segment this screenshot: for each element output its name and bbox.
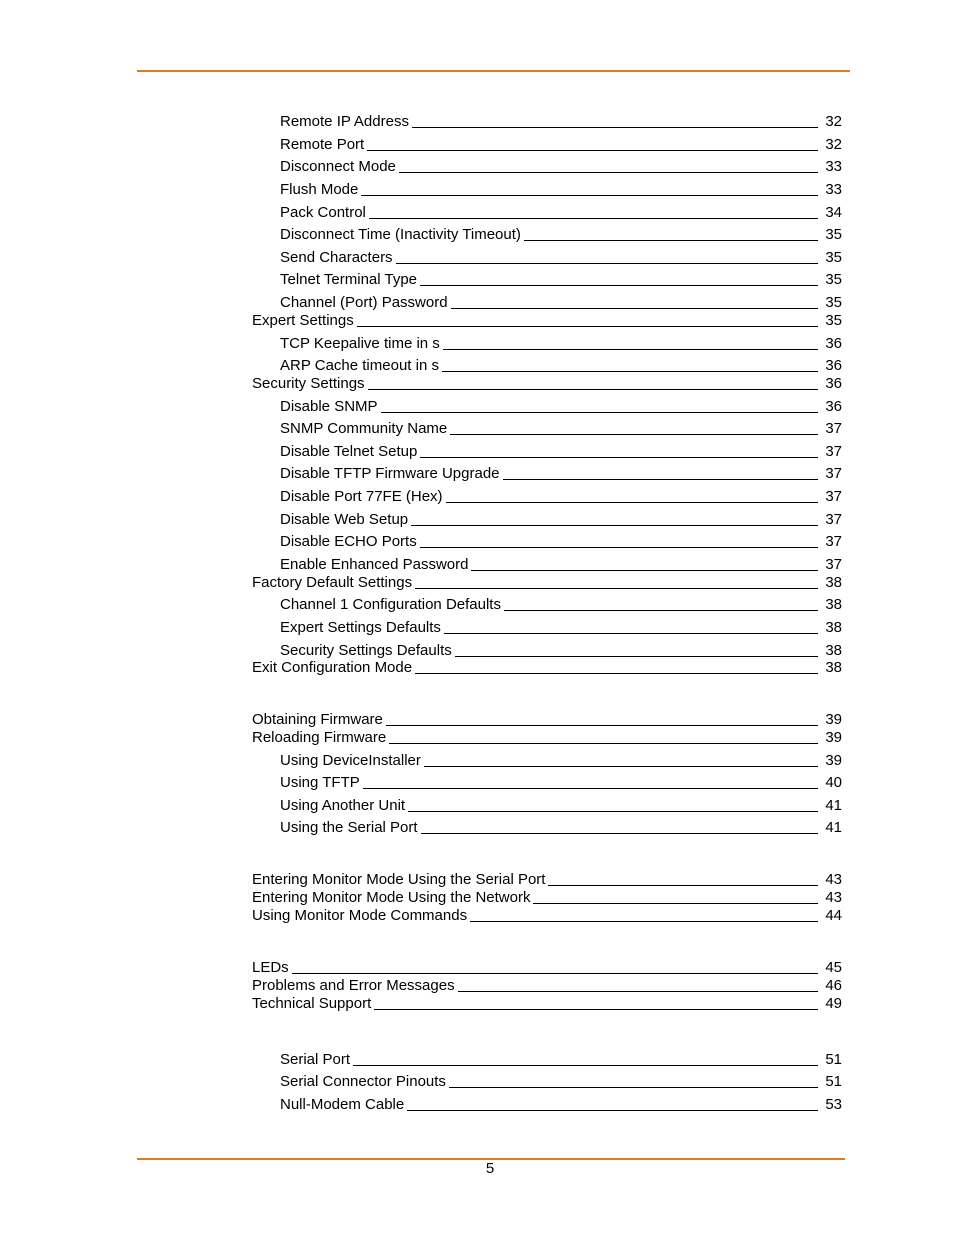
toc-leader-line bbox=[443, 349, 818, 350]
toc-entry[interactable] bbox=[280, 440, 842, 460]
toc-leader-line bbox=[389, 743, 818, 744]
toc-entry-page: 46 bbox=[825, 977, 842, 994]
toc-leader-line bbox=[420, 547, 818, 548]
toc-entry[interactable] bbox=[280, 133, 842, 153]
toc-leader-line bbox=[424, 766, 818, 767]
toc-entry-title: Disable SNMP bbox=[280, 398, 378, 415]
toc-entry-title: ARP Cache timeout in s bbox=[280, 357, 439, 374]
toc-entry-title: Factory Default Settings bbox=[252, 574, 413, 591]
toc-entry-title: Using DeviceInstaller bbox=[280, 752, 421, 769]
toc-entry[interactable] bbox=[252, 886, 842, 906]
toc-entry-title: Using Another Unit bbox=[280, 797, 406, 814]
toc-entry[interactable] bbox=[280, 593, 842, 613]
toc-entry-title: Serial Connector Pinouts bbox=[280, 1073, 446, 1090]
toc-entry-page: 51 bbox=[825, 1051, 842, 1068]
toc-leader-line bbox=[374, 1009, 818, 1010]
toc-entry-page: 38 bbox=[825, 619, 842, 636]
toc-entry-page: 38 bbox=[825, 574, 842, 591]
toc-entry-page: 36 bbox=[825, 335, 842, 352]
toc-entry-title: Disconnect Time (Inactivity Timeout) bbox=[280, 226, 521, 243]
toc-leader-line bbox=[415, 588, 818, 589]
toc-entry-page: 37 bbox=[825, 533, 842, 550]
toc-entry-title: Exit Configuration Mode bbox=[252, 659, 413, 676]
toc-entry-title: Remote Port bbox=[280, 136, 365, 153]
toc-leader-line bbox=[361, 195, 818, 196]
toc-entry-page: 41 bbox=[825, 819, 842, 836]
toc-entry-page: 38 bbox=[825, 642, 842, 659]
toc-entry-title: Flush Mode bbox=[280, 181, 359, 198]
toc-entry-title: Remote IP Address bbox=[280, 113, 409, 130]
toc-entry-page: 35 bbox=[825, 271, 842, 288]
toc-entry-page: 39 bbox=[825, 729, 842, 746]
toc-entry[interactable] bbox=[280, 462, 842, 482]
toc-entry-page: 34 bbox=[825, 204, 842, 221]
toc-entry-title: Enable Enhanced Password bbox=[280, 556, 469, 573]
toc-leader-line bbox=[396, 263, 818, 264]
toc-entry[interactable] bbox=[252, 372, 842, 392]
toc-entry-title: Problems and Error Messages bbox=[252, 977, 455, 994]
toc-entry-page: 37 bbox=[825, 465, 842, 482]
toc-entry-page: 32 bbox=[825, 113, 842, 130]
toc-entry-title: Disable Port 77FE (Hex) bbox=[280, 488, 443, 505]
toc-leader-line bbox=[412, 127, 818, 128]
toc-entry[interactable] bbox=[280, 749, 842, 769]
toc-entry-page: 38 bbox=[825, 596, 842, 613]
toc-entry-page: 37 bbox=[825, 443, 842, 460]
toc-entry[interactable] bbox=[280, 332, 842, 352]
toc-entry[interactable] bbox=[280, 354, 842, 374]
toc-entry-title: Obtaining Firmware bbox=[252, 711, 383, 728]
toc-leader-line bbox=[368, 389, 818, 390]
toc-leader-line bbox=[470, 921, 818, 922]
toc-entry-page: 39 bbox=[825, 752, 842, 769]
toc-entry-page: 45 bbox=[825, 959, 842, 976]
toc-entry[interactable] bbox=[280, 201, 842, 221]
toc-entry[interactable] bbox=[280, 291, 842, 311]
toc-entry-title: Send Characters bbox=[280, 249, 393, 266]
toc-entry-page: 43 bbox=[825, 871, 842, 888]
toc-entry[interactable] bbox=[252, 571, 842, 591]
toc-leader-line bbox=[524, 240, 818, 241]
toc-entry[interactable] bbox=[280, 155, 842, 175]
toc-entry[interactable] bbox=[280, 530, 842, 550]
toc-leader-line bbox=[444, 633, 818, 634]
toc-entry[interactable] bbox=[280, 771, 842, 791]
toc-leader-line bbox=[420, 285, 818, 286]
toc-leader-line bbox=[381, 412, 818, 413]
toc-entry[interactable] bbox=[252, 992, 842, 1012]
toc-entry[interactable] bbox=[252, 708, 842, 728]
toc-entry-title: Using Monitor Mode Commands bbox=[252, 907, 468, 924]
toc-entry-title: Pack Control bbox=[280, 204, 366, 221]
toc-leader-line bbox=[449, 1087, 818, 1088]
toc-leader-line bbox=[353, 1065, 818, 1066]
toc-entry-page: 35 bbox=[825, 226, 842, 243]
toc-entry-title: Reloading Firmware bbox=[252, 729, 387, 746]
toc-entry[interactable] bbox=[280, 1070, 842, 1090]
toc-entry-page: 40 bbox=[825, 774, 842, 791]
toc-entry-page: 37 bbox=[825, 420, 842, 437]
toc-entry-page: 36 bbox=[825, 398, 842, 415]
toc-entry-title: Technical Support bbox=[252, 995, 372, 1012]
toc-entry[interactable] bbox=[280, 395, 842, 415]
toc-entry-page: 39 bbox=[825, 711, 842, 728]
toc-entry[interactable] bbox=[252, 904, 842, 924]
toc-entry-title: Disable Telnet Setup bbox=[280, 443, 418, 460]
toc-leader-line bbox=[367, 150, 818, 151]
toc-entry-page: 35 bbox=[825, 312, 842, 329]
toc-entry[interactable] bbox=[280, 110, 842, 130]
toc-entry[interactable] bbox=[280, 1093, 842, 1113]
toc-entry-page: 35 bbox=[825, 294, 842, 311]
toc-entry-title: Channel (Port) Password bbox=[280, 294, 448, 311]
toc-leader-line bbox=[369, 218, 818, 219]
page-number: 5 bbox=[485, 1160, 495, 1177]
toc-entry-title: SNMP Community Name bbox=[280, 420, 448, 437]
toc-entry-title: Entering Monitor Mode Using the Serial Port bbox=[252, 871, 546, 888]
toc-entry-title: Entering Monitor Mode Using the Network bbox=[252, 889, 531, 906]
toc-entry-page: 49 bbox=[825, 995, 842, 1012]
toc-entry-title: Security Settings bbox=[252, 375, 365, 392]
toc-entry[interactable] bbox=[280, 794, 842, 814]
toc-entry[interactable] bbox=[252, 309, 842, 329]
toc-entry-page: 53 bbox=[825, 1096, 842, 1113]
toc-entry-page: 33 bbox=[825, 158, 842, 175]
toc-entry[interactable] bbox=[252, 726, 842, 746]
toc-entry[interactable] bbox=[280, 246, 842, 266]
toc-entry-title: Null-Modem Cable bbox=[280, 1096, 405, 1113]
toc-entry[interactable] bbox=[252, 974, 842, 994]
toc-leader-line bbox=[504, 610, 818, 611]
toc-entry-title: TCP Keepalive time in s bbox=[280, 335, 440, 352]
toc-entry-page: 37 bbox=[825, 511, 842, 528]
toc-entry[interactable] bbox=[280, 223, 842, 243]
toc-leader-line bbox=[399, 172, 818, 173]
toc-entry-title: LEDs bbox=[252, 959, 289, 976]
toc-leader-line bbox=[503, 479, 818, 480]
toc-entry-title: Channel 1 Configuration Defaults bbox=[280, 596, 501, 613]
toc-entry[interactable] bbox=[280, 178, 842, 198]
toc-leader-line bbox=[421, 833, 818, 834]
toc-entry-page: 44 bbox=[825, 907, 842, 924]
toc-entry-page: 32 bbox=[825, 136, 842, 153]
toc-entry-page: 51 bbox=[825, 1073, 842, 1090]
toc-entry[interactable] bbox=[280, 616, 842, 636]
toc-leader-line bbox=[411, 525, 818, 526]
toc-entry-title: Expert Settings bbox=[252, 312, 354, 329]
toc-entry-page: 36 bbox=[825, 357, 842, 374]
toc-entry[interactable] bbox=[280, 417, 842, 437]
toc-entry-page: 35 bbox=[825, 249, 842, 266]
toc-entry-title: Using TFTP bbox=[280, 774, 360, 791]
toc-entry-title: Disconnect Mode bbox=[280, 158, 396, 175]
toc-entry-page: 37 bbox=[825, 556, 842, 573]
toc-entry[interactable] bbox=[280, 485, 842, 505]
toc-leader-line bbox=[420, 457, 818, 458]
toc-leader-line bbox=[357, 326, 818, 327]
toc-entry[interactable] bbox=[280, 1048, 842, 1068]
toc-entry[interactable] bbox=[280, 508, 842, 528]
toc-leader-line bbox=[446, 502, 818, 503]
toc-entry-title: Telnet Terminal Type bbox=[280, 271, 418, 288]
toc-leader-line bbox=[407, 1110, 818, 1111]
toc-entry-page: 37 bbox=[825, 488, 842, 505]
toc-entry-page: 36 bbox=[825, 375, 842, 392]
toc-entry[interactable] bbox=[280, 553, 842, 573]
toc-entry-page: 41 bbox=[825, 797, 842, 814]
toc-entry[interactable] bbox=[280, 816, 842, 836]
toc-entry-page: 33 bbox=[825, 181, 842, 198]
toc-entry-title: Serial Port bbox=[280, 1051, 351, 1068]
toc-leader-line bbox=[415, 673, 818, 674]
toc-leader-line bbox=[450, 434, 818, 435]
toc-entry-title: Security Settings Defaults bbox=[280, 642, 452, 659]
toc-entry-page: 43 bbox=[825, 889, 842, 906]
toc-entry[interactable] bbox=[252, 656, 842, 676]
toc-entry-title: Expert Settings Defaults bbox=[280, 619, 441, 636]
toc-leader-line bbox=[408, 811, 818, 812]
toc-entry-title: Disable Web Setup bbox=[280, 511, 409, 528]
toc-entry[interactable] bbox=[252, 868, 842, 888]
toc-entry-title: Disable ECHO Ports bbox=[280, 533, 417, 550]
toc-entry-title: Using the Serial Port bbox=[280, 819, 418, 836]
toc-leader-line bbox=[363, 788, 818, 789]
toc-entry[interactable] bbox=[280, 268, 842, 288]
toc-entry-page: 38 bbox=[825, 659, 842, 676]
toc-entry-title: Disable TFTP Firmware Upgrade bbox=[280, 465, 500, 482]
toc-entry[interactable] bbox=[252, 956, 842, 976]
